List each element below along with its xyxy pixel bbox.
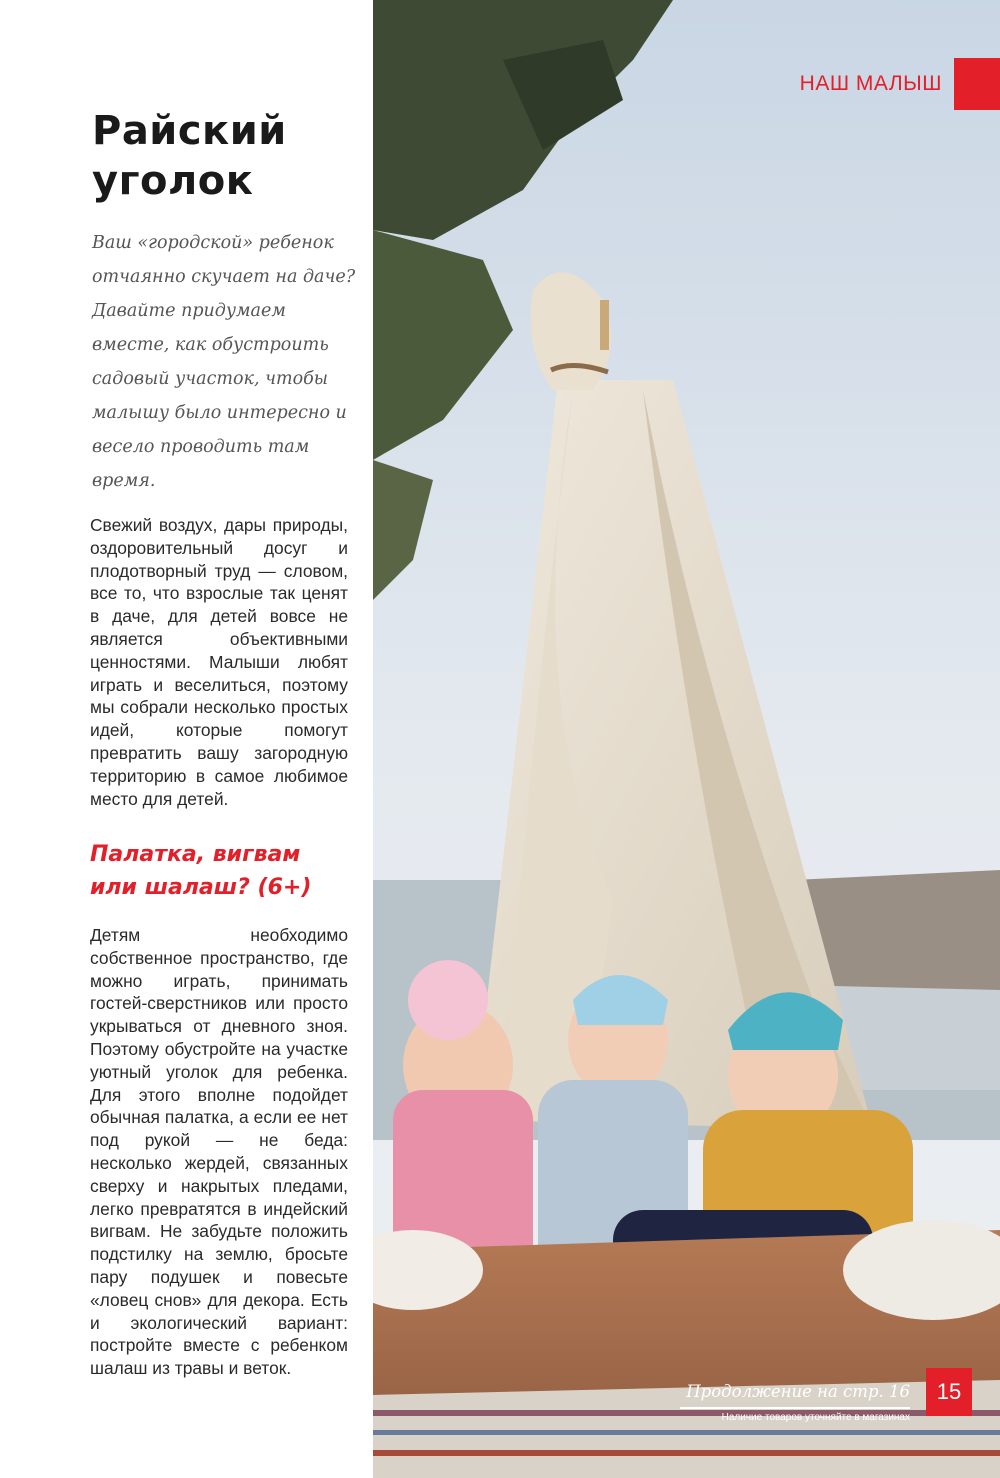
section-label: НАШ МАЛЫШ xyxy=(799,72,942,95)
section-marker xyxy=(954,58,1000,110)
section-subheading xyxy=(90,838,360,904)
paragraph-intro: Свежий воздух, дары природы, оздоровительный досуг и плодотворный труд — словом, все то, что взрослые так ценят в даче, для детей вовсе не является объективными ценностями. Малыши любят играть и веселиться, поэтому мы собрали несколько простых идей, которые помогут превратить вашу загородную территорию в самое любимое место для детей. xyxy=(90,515,348,809)
availability-note: Наличие товаров уточняйте в магазинах xyxy=(721,1412,910,1423)
text-column xyxy=(0,0,373,1478)
article-title xyxy=(92,106,362,206)
subhead-line-2: или шалаш? (6+) xyxy=(90,875,312,900)
paragraph-tent: Детям необходимо собственное пространство, где можно играть, принимать гостей-сверстников или просто укрываться от дневного зноя. Поэтому обустройте на участке уютный уголок для ребенка. Для этого вполне подойдет обычная палатка, а если ее нет под рукой — не беда: несколько жердей, связанных сверху и накрытых пледами, легко превратятся в индейский вигвам. Не забудьте положить подстилку на землю, бросьте пару подушек и повесьте «ловец снов» для декора. Есть и экологический вариант: постройте вместе с ребенком шалаш из травы и веток. xyxy=(90,925,348,1379)
title-line-2: уголок xyxy=(92,158,254,204)
hero-photo xyxy=(373,0,1000,1478)
page-number: 15 xyxy=(926,1368,972,1416)
subhead-line-1: Палатка, вигвам xyxy=(90,842,301,867)
footer-divider xyxy=(680,1407,910,1409)
title-line-1: Райский xyxy=(92,108,287,154)
article-lead: Ваш «городской» ребенок отчаянно скучает на даче? Давайте придумаем вместе, как обустроить садовый участок, чтобы малышу было интересно и весело проводить там время. xyxy=(92,233,356,491)
continue-note: Продолжение на стр. 16 xyxy=(686,1382,910,1401)
